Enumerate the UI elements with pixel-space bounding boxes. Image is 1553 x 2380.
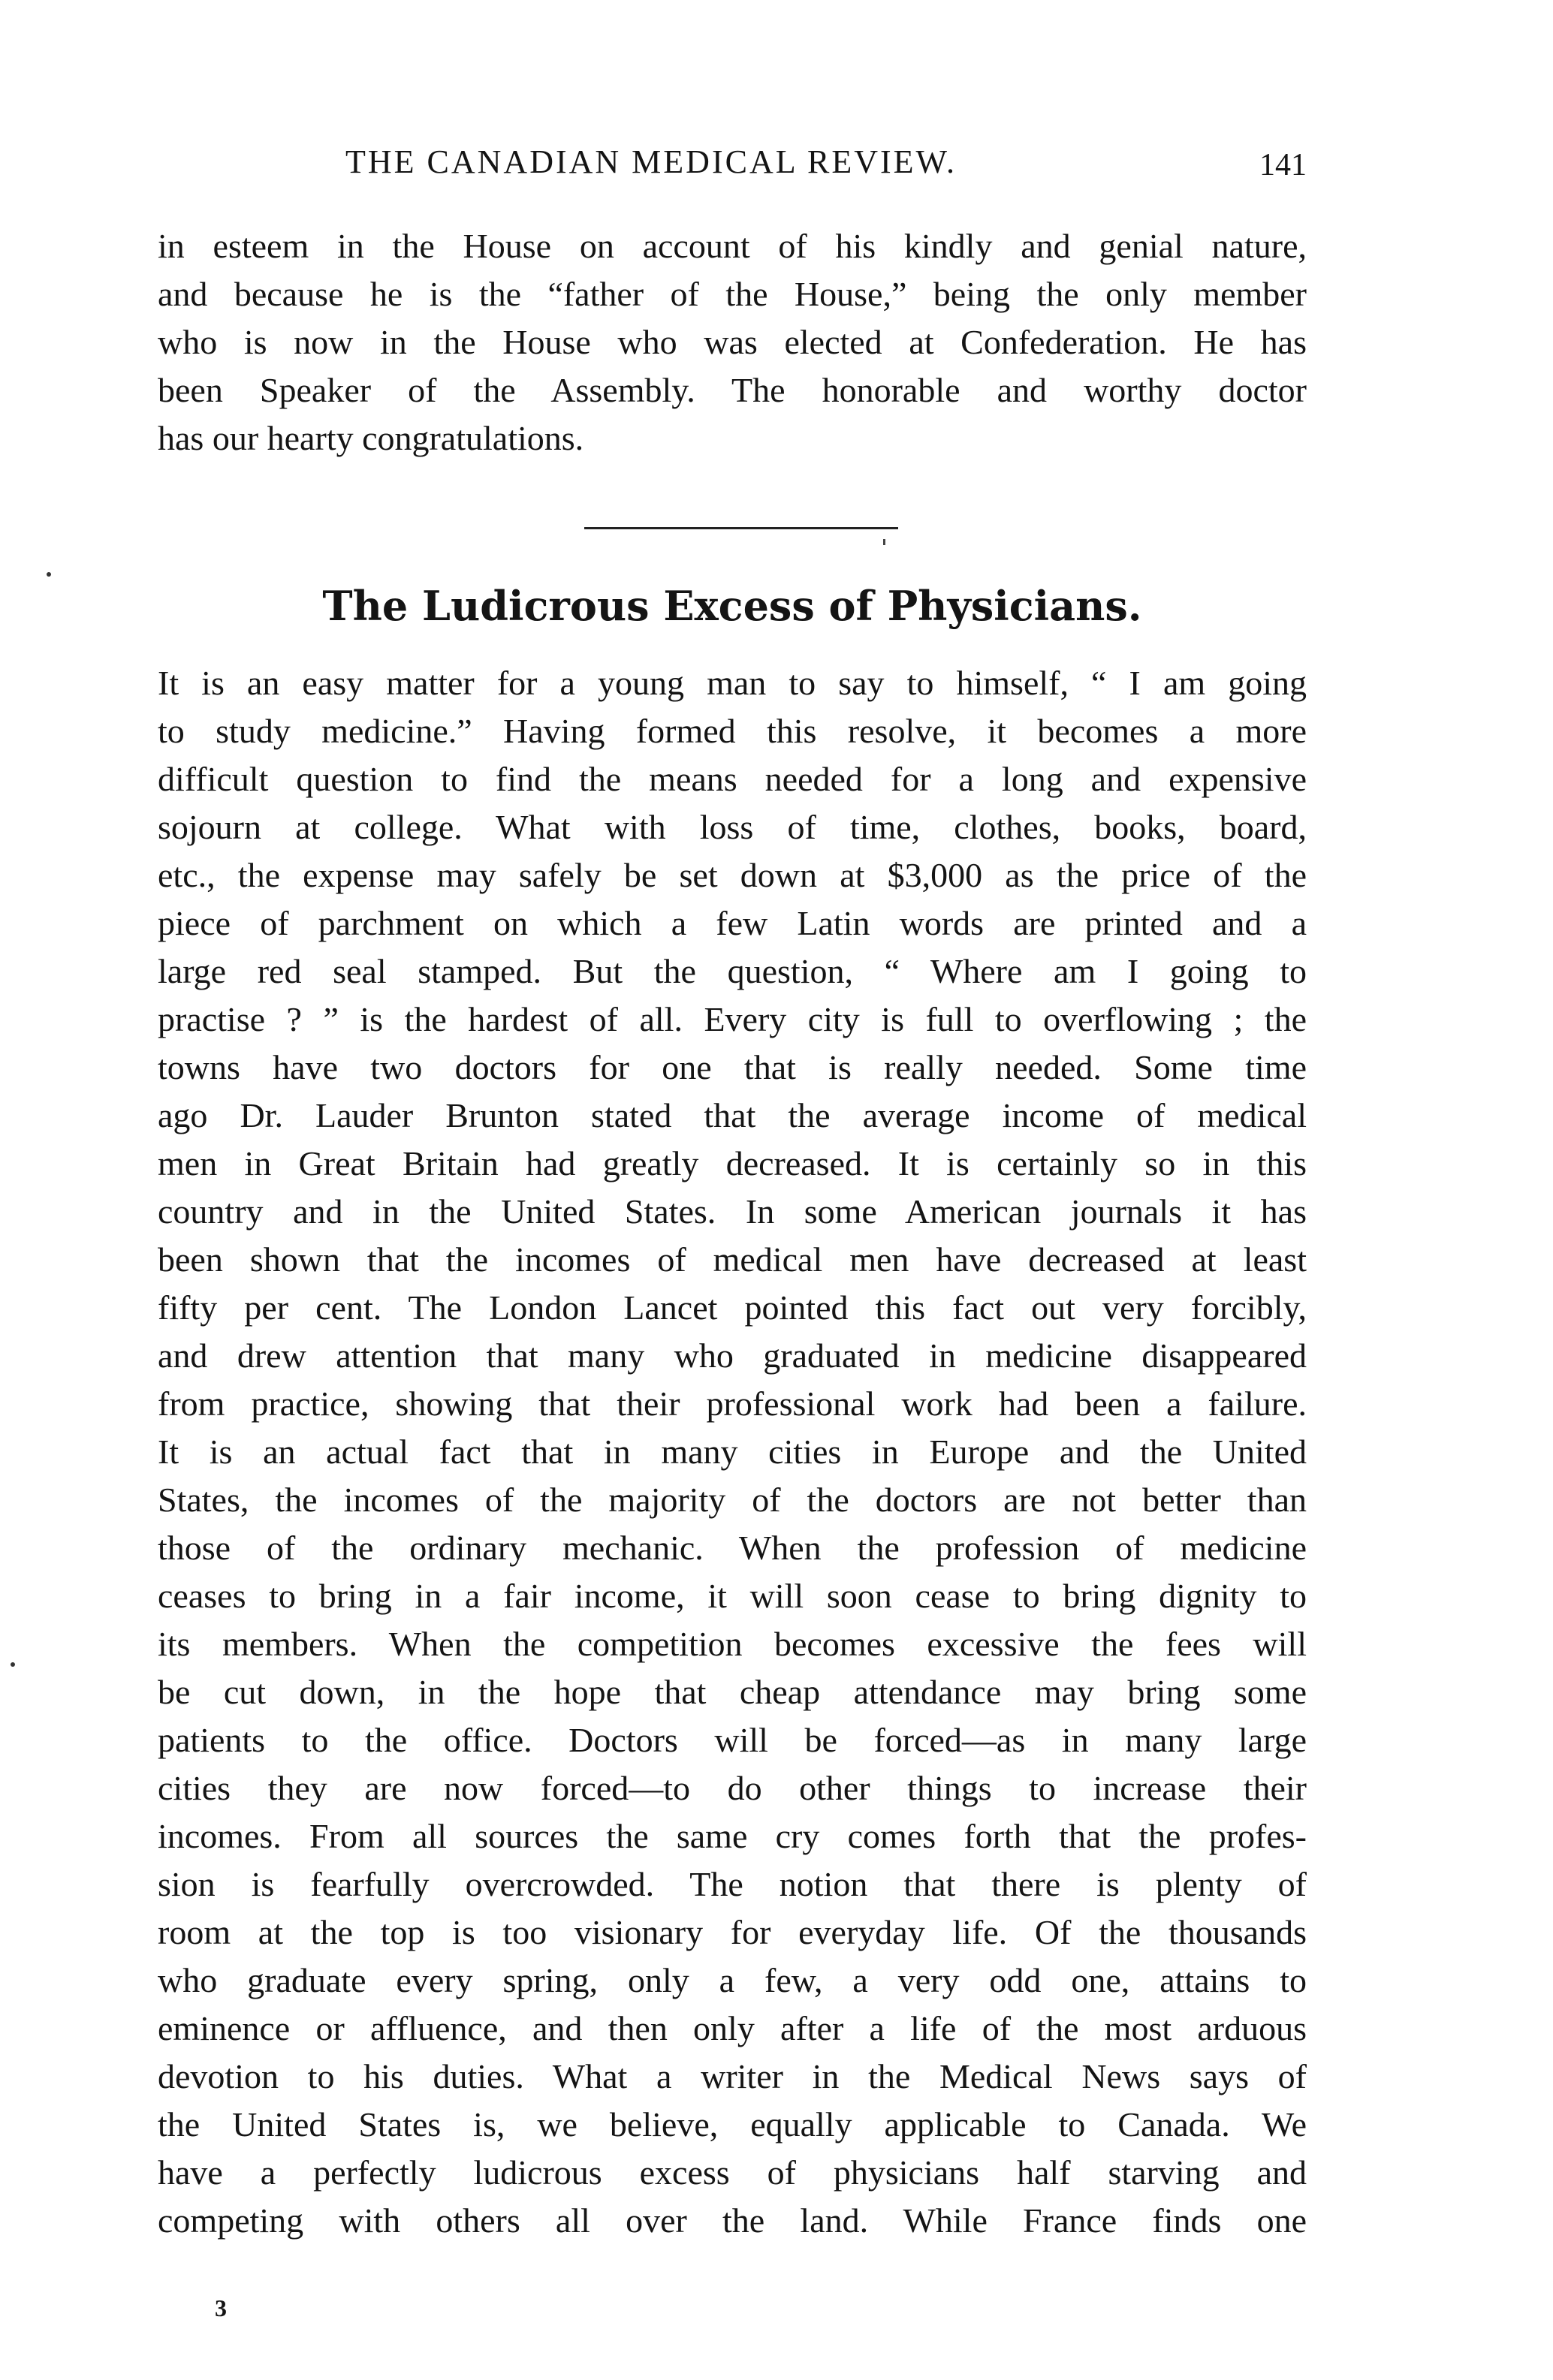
text-line: from practice, showing that their professional work had been a failure. xyxy=(158,1384,1307,1423)
text-line: sion is fearfully overcrowded. The notion that there is plenty of xyxy=(158,1865,1307,1903)
text-line: to study medicine.” Having formed this resolve, it becomes a more xyxy=(158,712,1307,750)
article-body xyxy=(158,659,1307,2245)
text-line: been Speaker of the Assembly. The honorable and worthy doctor xyxy=(158,371,1307,409)
text-line: etc., the expense may safely be set down at $3,000 as the price of the xyxy=(158,856,1307,894)
text-line: and drew attention that many who graduated in medicine disappeared xyxy=(158,1336,1307,1375)
text-line: been shown that the incomes of medical men have decreased at least xyxy=(158,1240,1307,1279)
text-line: its members. When the competition becomes excessive the fees will xyxy=(158,1625,1307,1663)
running-title: THE CANADIAN MEDICAL REVIEW. xyxy=(345,143,957,180)
divider-mark xyxy=(883,539,885,545)
text-line: towns have two doctors for one that is really needed. Some time xyxy=(158,1048,1307,1086)
text-line: the United States is, we believe, equally applicable to Canada. We xyxy=(158,2105,1307,2144)
text-line: devotion to his duties. What a writer in the Medical News says of xyxy=(158,2057,1307,2095)
text-line: States, the incomes of the majority of the doctors are not better than xyxy=(158,1481,1307,1519)
text-line: competing with others all over the land. While France finds one xyxy=(158,2201,1307,2240)
text-line: fifty per cent. The London Lancet pointed this fact out very forcibly, xyxy=(158,1288,1307,1327)
page-number: 141 xyxy=(1259,148,1307,182)
text-line: eminence or affluence, and then only after a life of the most arduous xyxy=(158,2009,1307,2047)
text-line: piece of parchment on which a few Latin words are printed and a xyxy=(158,904,1307,942)
text-line: It is an actual fact that in many cities in Europe and the United xyxy=(158,1433,1307,1471)
text-line: It is an easy matter for a young man to say to himself, “ I am going xyxy=(158,664,1307,702)
text-line: room at the top is too visionary for everyday life. Of the thousands xyxy=(158,1913,1307,1951)
text-line: has our hearty congratulations. xyxy=(158,419,584,457)
text-line: who is now in the House who was elected at Confederation. He has xyxy=(158,323,1307,361)
text-line: practise ? ” is the hardest of all. Every city is full to overflowing ; the xyxy=(158,1000,1307,1038)
margin-speck xyxy=(47,572,51,577)
text-line: in esteem in the House on account of his kindly and genial nature, xyxy=(158,227,1307,265)
text-line: be cut down, in the hope that cheap attendance may bring some xyxy=(158,1673,1307,1711)
text-line: those of the ordinary mechanic. When the profession of medicine xyxy=(158,1529,1307,1567)
text-line: incomes. From all sources the same cry comes forth that the profes- xyxy=(158,1817,1307,1855)
text-line: ago Dr. Lauder Brunton stated that the average income of medical xyxy=(158,1096,1307,1134)
text-line: country and in the United States. In some American journals it has xyxy=(158,1192,1307,1231)
article-heading: The Ludicrous Excess of Physicians. xyxy=(322,582,1142,630)
text-line: men in Great Britain had greatly decreased. It is certainly so in this xyxy=(158,1144,1307,1182)
text-line: and because he is the “father of the House,” being the only member xyxy=(158,275,1307,313)
continuation-paragraph xyxy=(158,222,1307,462)
text-line: ceases to bring in a fair income, it will soon cease to bring dignity to xyxy=(158,1577,1307,1615)
signature-mark: 3 xyxy=(215,2294,227,2321)
text-line: who graduate every spring, only a few, a very odd one, attains to xyxy=(158,1961,1307,1999)
text-line: large red seal stamped. But the question, “ Where am I going to xyxy=(158,952,1307,990)
margin-speck xyxy=(11,1662,15,1667)
text-line: cities they are now forced—to do other things to increase their xyxy=(158,1769,1307,1807)
section-divider-rule xyxy=(584,527,898,529)
text-line: sojourn at college. What with loss of time, clothes, books, board, xyxy=(158,808,1307,846)
text-line: difficult question to find the means needed for a long and expensive xyxy=(158,760,1307,798)
text-line: have a perfectly ludicrous excess of physicians half starving and xyxy=(158,2153,1307,2192)
text-line: patients to the office. Doctors will be forced—as in many large xyxy=(158,1721,1307,1759)
running-head xyxy=(158,143,1307,195)
